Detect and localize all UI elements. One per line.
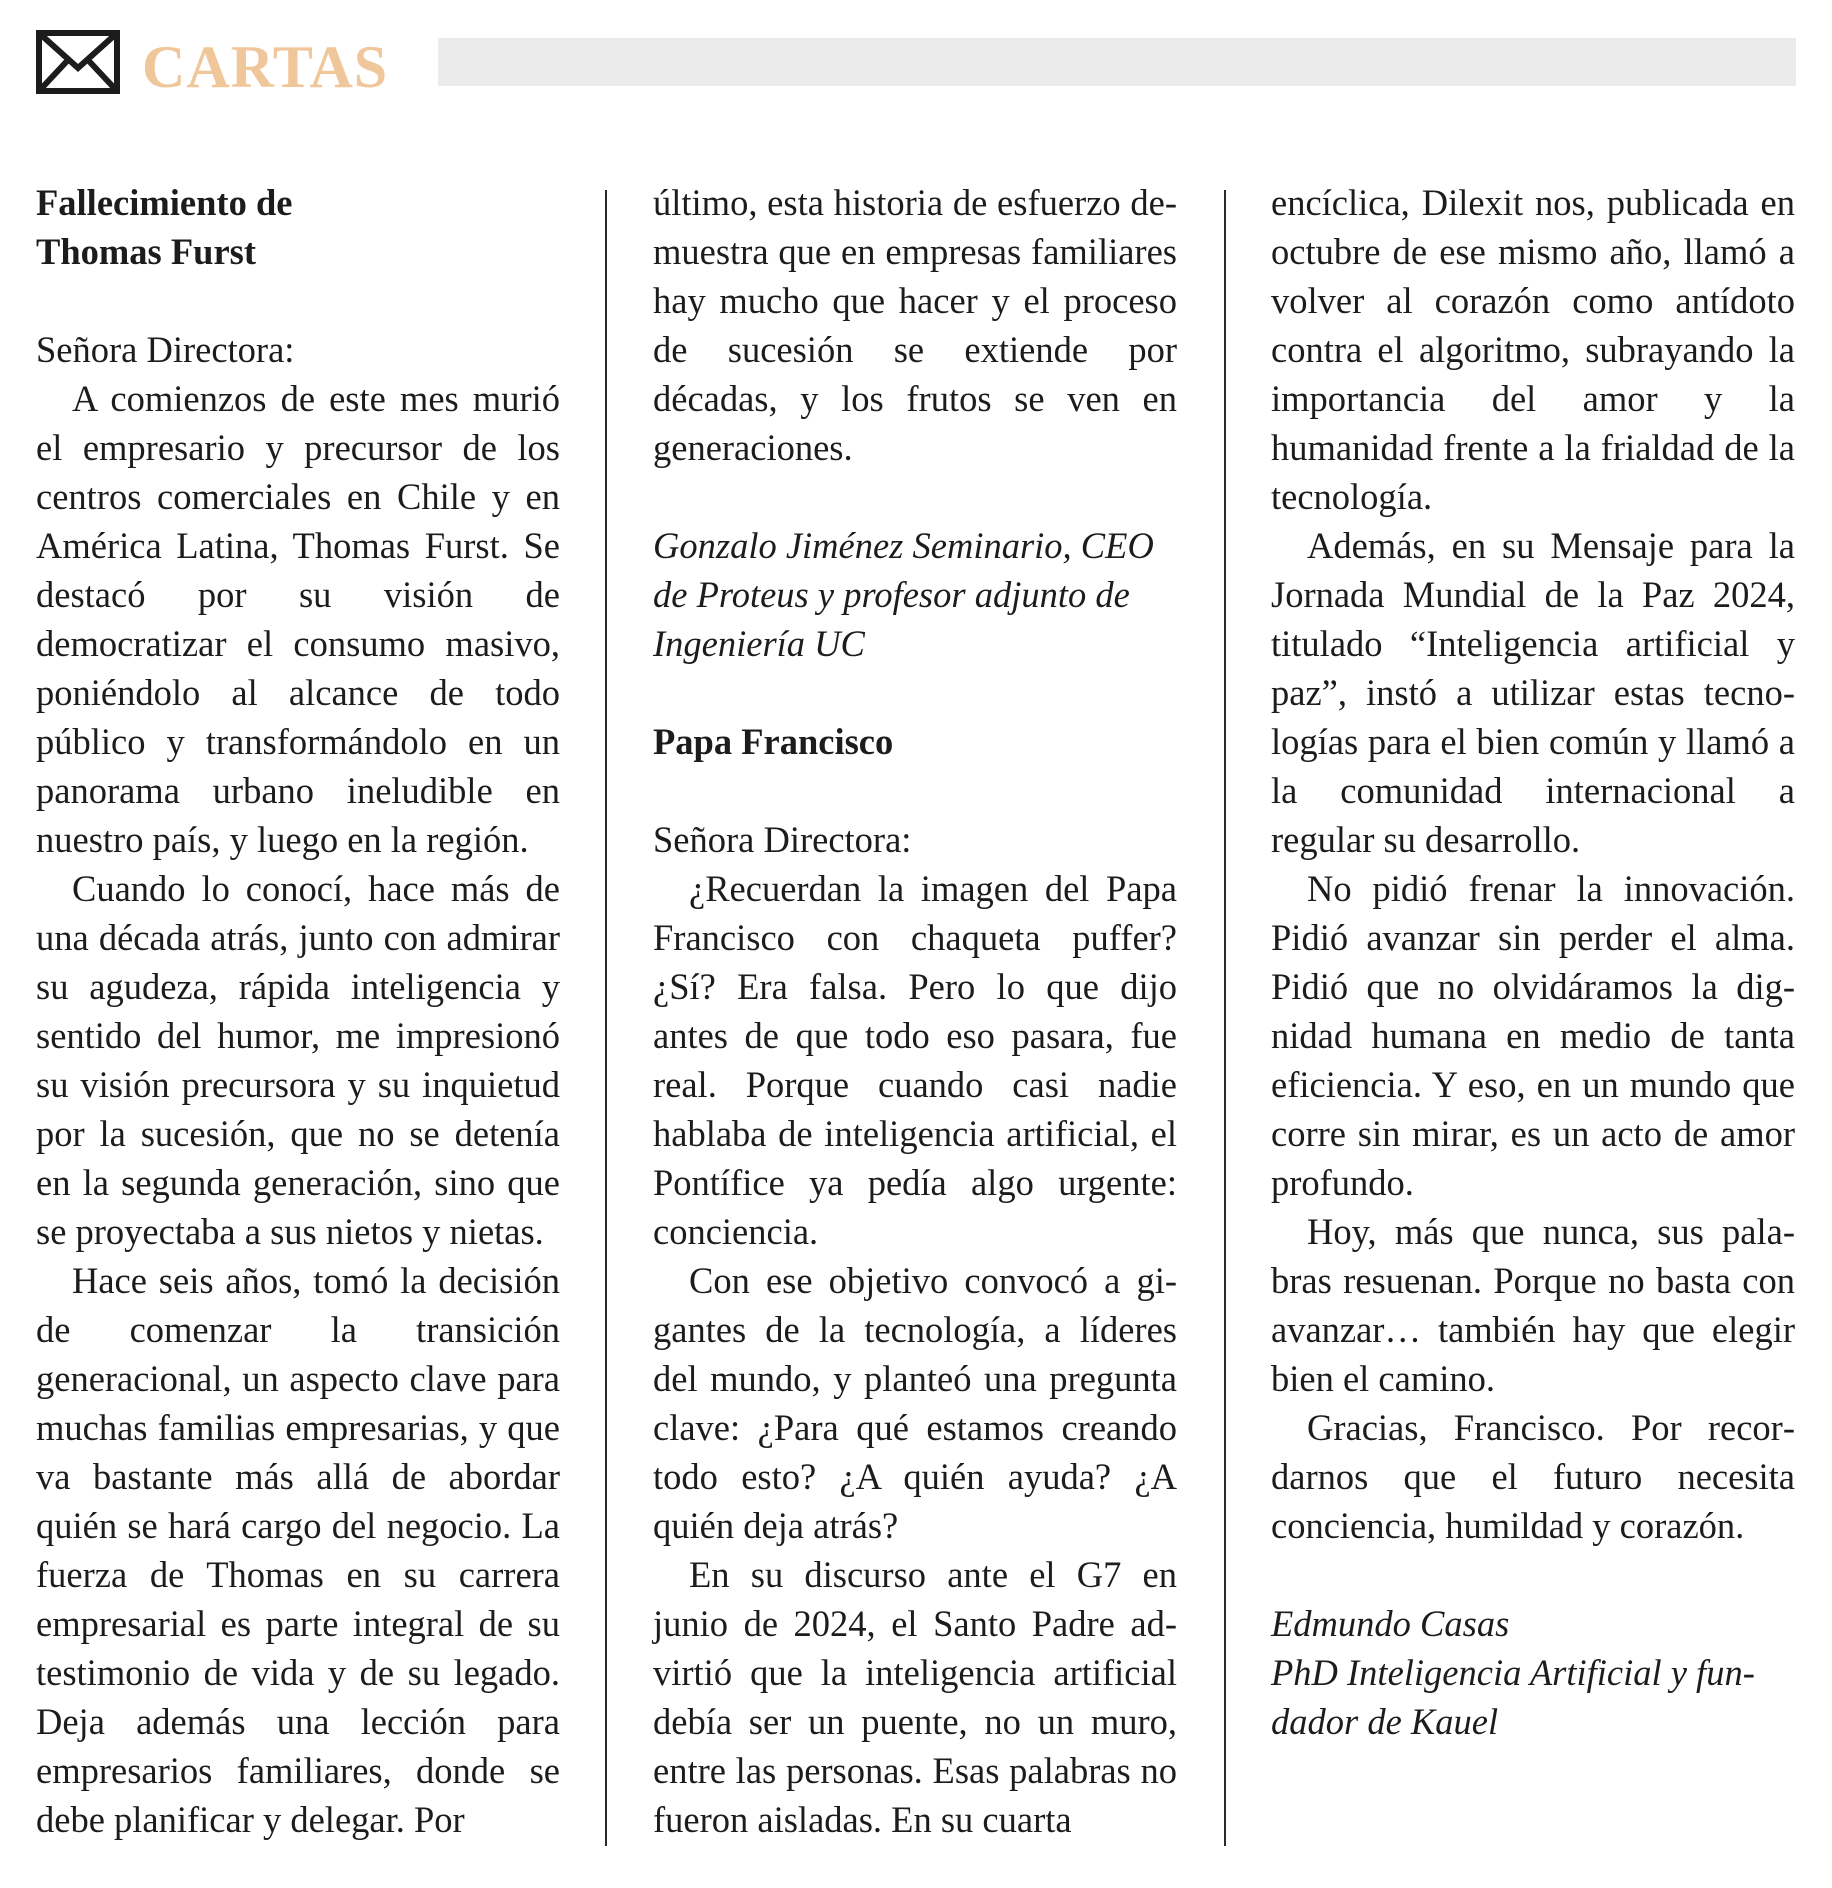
letter-paragraph: Hoy, más que nunca, sus palabras resuenan. Porque no basta con avanzar… también hay que elegir bien el camino.	[1271, 1211, 1795, 1399]
letter-paragraph-continued: último, esta historia de esfuerzo demuestra que en empresas familiares hay mucho que hacer y el proceso de sucesión se extiende por décadas, y los frutos se ven en generaciones.	[653, 182, 1177, 468]
header-bar	[438, 38, 1796, 86]
signature-title: PhD Inteligencia Artificial y fundador de Kauel	[1271, 1652, 1755, 1742]
column-divider	[1224, 190, 1226, 1846]
column-divider	[605, 190, 607, 1846]
salutation: Señora Directora:	[36, 329, 295, 370]
salutation: Señora Directora:	[653, 819, 912, 860]
letter-paragraph: Además, en su Mensaje para la Jornada Mundial de la Paz 2024, titulado “Inteligencia artificial y paz”, instó a utilizar estas tecnologías para el bien común y llamó a la comunidad internacional a regular su desarrollo.	[1271, 525, 1795, 860]
spacer	[1271, 1550, 1795, 1599]
mail-icon	[36, 30, 120, 94]
section-header	[36, 26, 1796, 106]
letter-paragraph: Gracias, Francisco. Por recordarnos que el futuro necesita conciencia, humildad y corazón.	[1271, 1407, 1795, 1546]
column-2-flow	[653, 178, 1177, 1844]
column-2	[653, 178, 1177, 1844]
spacer	[653, 472, 1177, 521]
column-3-flow	[1271, 178, 1795, 1746]
letter-paragraph: Cuando lo conocí, hace más de una década atrás, junto con admirar su agudeza, rápida inteligencia y sentido del humor, me impresionó su visión precursora y su inquietud por la sucesión, que no se detenía en la segunda generación, sino que se proyectaba a sus nietos y nietas.	[36, 868, 560, 1252]
letter-title: Papa Francisco	[653, 721, 894, 762]
letter-paragraph-continued: encíclica, Dilexit nos, publicada en octubre de ese mismo año, llamó a volver al corazón como antídoto contra el algoritmo, subrayando la importancia del amor y la humanidad frente a la frialdad de la tecnología.	[1271, 182, 1795, 517]
section-title: CARTAS	[142, 34, 389, 100]
signature: Gonzalo Jiménez Seminario, CEO de Proteus y profesor adjunto de Ingeniería UC	[653, 525, 1154, 664]
letter-title-line2: Thomas Furst	[36, 231, 257, 272]
column-1	[36, 178, 560, 1844]
letter-paragraph: ¿Recuerdan la imagen del Papa Francisco con chaqueta puffer? ¿Sí? Era falsa. Pero lo que dijo antes de que todo eso pasara, fue real. Porque cuando casi nadie hablaba de inteligencia artificial, el Pontífice ya pedía algo urgente: conciencia.	[653, 868, 1177, 1252]
letter-paragraph: A comienzos de este mes murió el empresario y precursor de los centros comerciales en Chile y en América Latina, Thomas Furst. Se destacó por su visión de democratizar el consumo masivo, poniéndolo al alcance de todo público y transformándolo en un panorama urbano ineludible en nuestro país, y luego en la región.	[36, 378, 560, 860]
letter-paragraph: Hace seis años, tomó la decisión de comenzar la transición generacional, un aspecto clave para muchas familias empresarias, y que va bastante más allá de abordar quién se hará cargo del negocio. La fuerza de Thomas en su carrera empresarial es parte integral de su testimonio de vida y de su legado. Deja además una lección para empresarios familiares, donde se debe planificar y delegar. Por	[36, 1260, 560, 1840]
letter-paragraph: Con ese objetivo convocó a gigantes de la tecnología, a líderes del mundo, y planteó una pregunta clave: ¿Para qué estamos creando todo esto? ¿A quién ayuda? ¿A quién deja atrás?	[653, 1260, 1177, 1546]
letter-title-line1: Fallecimiento de	[36, 182, 293, 223]
spacer	[653, 668, 1177, 717]
spacer	[653, 766, 1177, 815]
letter-paragraph: No pidió frenar la innovación. Pidió avanzar sin perder el alma. Pidió que no olvidáramos la dignidad humana en medio de tanta eficiencia. Y eso, en un mundo que corre sin mirar, es un acto de amor profundo.	[1271, 868, 1795, 1203]
letter-paragraph: En su discurso ante el G7 en junio de 2024, el Santo Padre advirtió que la inteligencia artificial debía ser un puente, no un muro, entre las personas. Esas palabras no fueron aisladas. En su cuarta	[653, 1554, 1177, 1840]
column-3	[1271, 178, 1795, 1746]
signature-name: Edmundo Casas	[1271, 1603, 1510, 1644]
